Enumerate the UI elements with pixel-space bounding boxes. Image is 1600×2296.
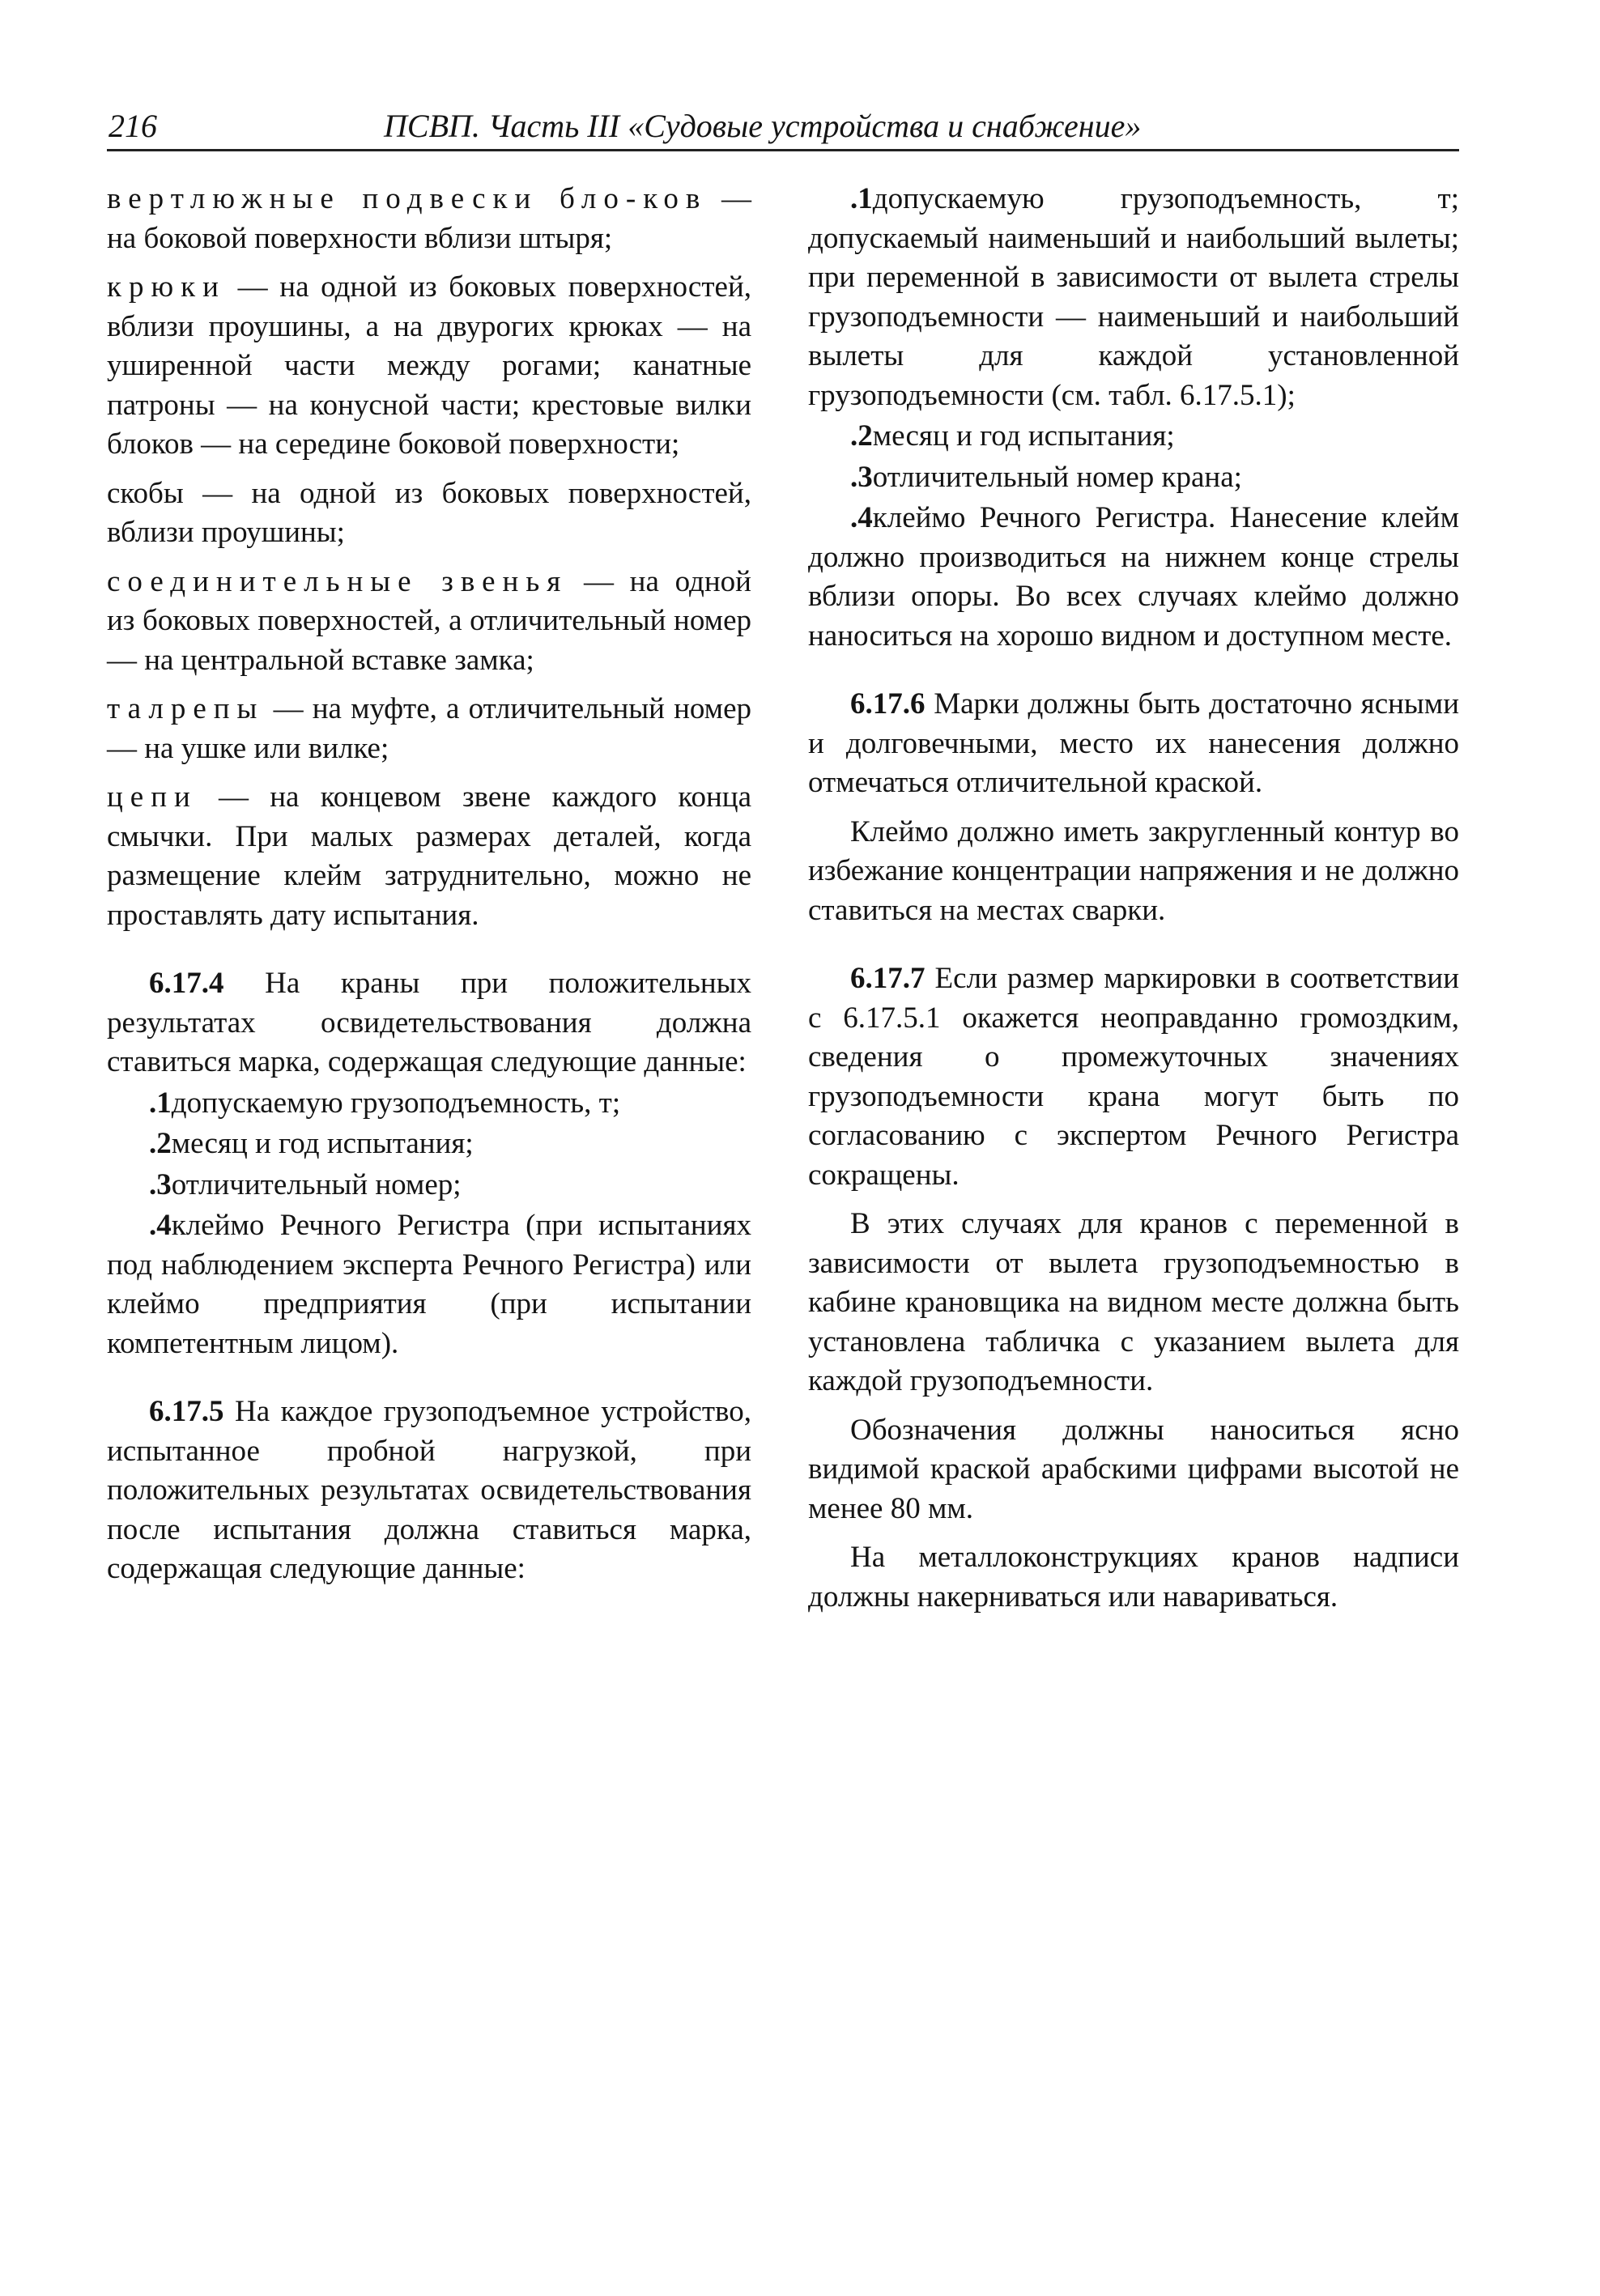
paragraph: На металлоконструкциях кранов надписи должны накерниваться или навариваться. <box>808 1541 1459 1614</box>
list-item-number: .1 <box>850 182 873 215</box>
term-chains: цепи <box>107 780 198 814</box>
section-number: 6.17.5 <box>149 1395 224 1428</box>
paragraph-chains <box>107 778 751 935</box>
section-number: 6.17.6 <box>850 687 926 721</box>
list-item <box>107 1206 751 1363</box>
paragraph-hooks <box>107 268 751 465</box>
term-swivel: вертлюжные подвески бло-ков <box>107 182 708 215</box>
left-column <box>107 180 751 1599</box>
section-text: На краны при положительных результатах освидетельствования должна ставиться марка, содержащая следующие данные: <box>107 967 751 1078</box>
right-column <box>808 180 1459 1626</box>
paragraph: Обозначения должны наноситься ясно видимой краской арабскими цифрами высотой не менее 80 мм. <box>808 1413 1459 1525</box>
text-chains: — на концевом звене каждого конца смычки. При малых размерах деталей, когда размещение клейм затруднительно, можно не проставлять дату испытания. <box>107 780 752 932</box>
section-text: Если размер маркировки в соответствии с 6.17.5.1 окажется неоправданно громоздким, сведения о промежуточных значениях грузоподъемности крана могут быть по согласованию с экспертом Речного Регистра сокращены. <box>808 962 1460 1192</box>
text-turnbuckles: — на муфте, а отличительный номер — на ушке или вилке; <box>107 692 752 765</box>
list-item-number: .2 <box>149 1127 172 1160</box>
list-item-text: отличительный номер крана; <box>872 460 1242 494</box>
section-number: 6.17.7 <box>850 962 926 995</box>
list-item-text: отличительный номер; <box>171 1167 462 1201</box>
term-hooks: крюки <box>107 270 226 304</box>
list-item <box>808 499 1459 656</box>
list-item-text: клеймо Речного Регистра. Нанесение клейм должно производиться на нижнем конце стрелы вблизи опоры. Во всех случаях клеймо должно наноситься на хорошо видном и доступном месте. <box>808 501 1459 653</box>
list-item-text: допускаемую грузоподъемность, т; <box>171 1086 621 1120</box>
list-item <box>808 458 1459 498</box>
list-item <box>808 417 1459 457</box>
list-item-text: месяц и год испытания; <box>171 1127 474 1160</box>
section-text: На каждое грузоподъемное устройство, испытанное пробной нагрузкой, при положительных результатах освидетельствования после испытания должна ставиться марка, содержащая следующие данные: <box>107 1395 751 1585</box>
paragraph-swivel <box>107 180 751 258</box>
paragraph: В этих случаях для кранов с переменной в зависимости от вылета грузоподъемностью в кабине крановщика на видном месте должна быть установлена табличка с указанием вылета для каждой грузоподъемности. <box>808 1207 1459 1397</box>
paragraph-turnbuckles <box>107 690 751 768</box>
list-item-number: .3 <box>850 460 873 494</box>
section-text: Марки должны быть достаточно ясными и долговечными, место их нанесения должно отмечаться отличительной краской. <box>808 687 1459 799</box>
paragraph-links <box>107 563 751 681</box>
section-number: 6.17.4 <box>149 967 224 1000</box>
text-hooks: — на одной из боковых поверхностей, вблизи проушины, а на двурогих крюках — на уширенной части между рогами; канатные патроны — на конусной части; крестовые вилки блоков — на середине боковой поверхности; <box>107 270 751 461</box>
section-6-17-6 <box>808 685 1459 803</box>
list-item <box>808 180 1459 415</box>
term-turnbuckles: талрепы <box>107 692 265 725</box>
list-item-number: .1 <box>149 1086 172 1120</box>
list-item-number: .3 <box>149 1167 172 1201</box>
list-item-number: .4 <box>850 501 873 534</box>
section-6-17-5 <box>107 1392 751 1589</box>
list-item <box>107 1166 751 1205</box>
running-header <box>107 104 1459 151</box>
paragraph-shackles: скобы — на одной из боковых поверхностей, вблизи проушины; <box>107 476 751 549</box>
list-item-text: месяц и год испытания; <box>872 419 1175 453</box>
paragraph: Клеймо должно иметь закругленный контур во избежание концентрации напряжения и не должно ставиться на местах сварки. <box>808 814 1459 927</box>
term-links: соединительные звенья <box>107 564 568 598</box>
text-swivel: — на боковой поверхности вблизи штыря; <box>107 182 751 255</box>
list-item-number: .4 <box>149 1209 172 1242</box>
list-item-number: .2 <box>850 419 873 453</box>
section-6-17-4 <box>107 964 751 1082</box>
section-6-17-7 <box>808 959 1459 1195</box>
list-item-text: допускаемую грузоподъемность, т; допускаемый наименьший и наибольший вылеты; при переменной в зависимости от вылета стрелы грузоподъемности — наименьший и наибольший вылеты для каждой установленной грузоподъемности (см. табл. 6.17.5.1); <box>808 182 1459 412</box>
page-number: 216 <box>109 108 157 144</box>
list-item <box>107 1084 751 1124</box>
list-item-text: клеймо Речного Регистра (при испытаниях под наблюдением эксперта Речного Регистра) или клеймо предприятия (при испытании компетентным лицом). <box>107 1209 751 1360</box>
text-links: — на одной из боковых поверхностей, а отличительный номер — на центральной вставке замка; <box>107 564 751 677</box>
list-item <box>107 1125 751 1164</box>
running-title: ПСВП. Часть III «Судовые устройства и снабжение» <box>384 108 1142 144</box>
